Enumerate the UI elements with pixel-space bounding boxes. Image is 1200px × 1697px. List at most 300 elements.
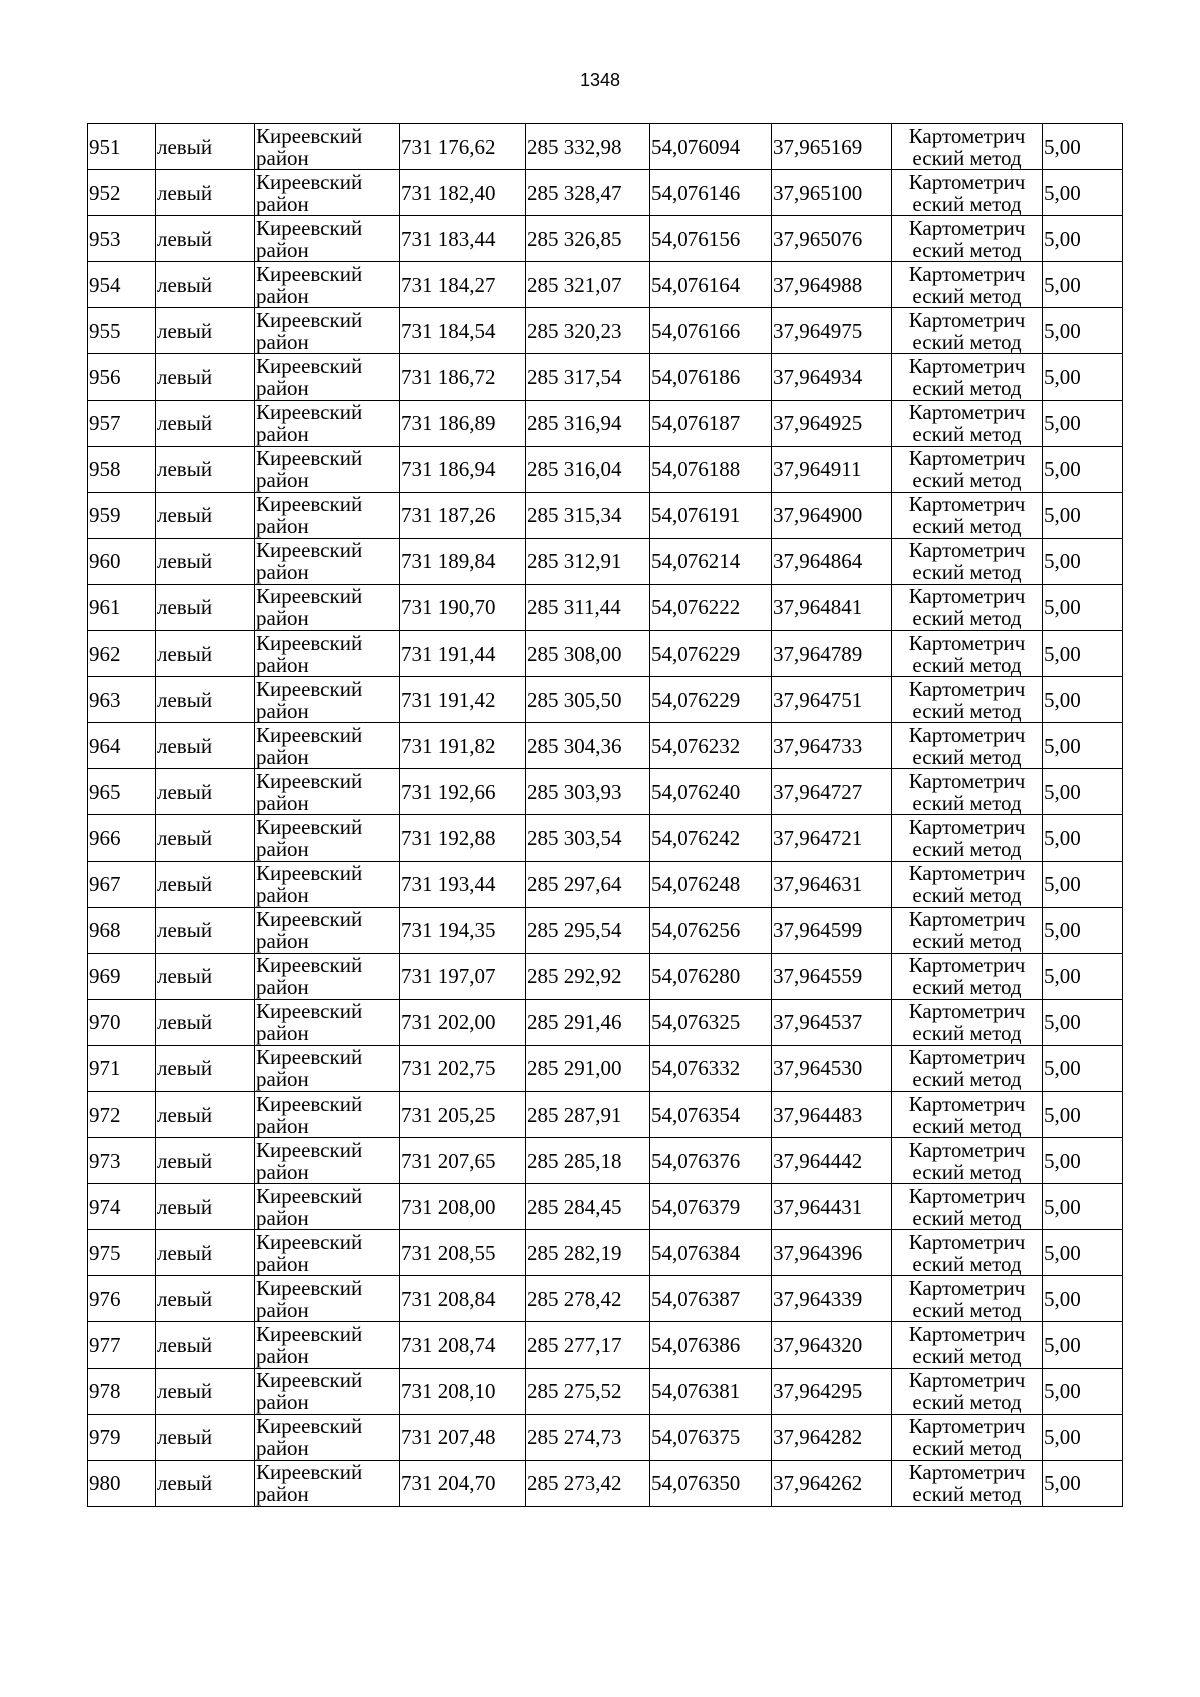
district-cell-line: Киреевский bbox=[256, 953, 363, 978]
district-cell-line: район bbox=[256, 883, 309, 908]
y-coordinate-cell: 285 316,04 bbox=[526, 446, 650, 492]
district-cell bbox=[255, 631, 400, 677]
method-cell-line: еский метод bbox=[912, 975, 1022, 1000]
point-number-cell: 961 bbox=[88, 584, 156, 630]
method-cell-line: Картометрич bbox=[908, 814, 1026, 839]
method-cell-line: еский метод bbox=[912, 468, 1022, 493]
accuracy-cell: 5,00 bbox=[1043, 631, 1123, 677]
x-coordinate-cell: 731 183,44 bbox=[400, 216, 526, 262]
latitude-cell: 54,076164 bbox=[650, 262, 772, 308]
table-row bbox=[88, 354, 1123, 400]
method-cell-line: еский метод bbox=[912, 422, 1022, 447]
method-cell-line: Картометрич bbox=[908, 630, 1026, 655]
point-number-cell: 953 bbox=[88, 216, 156, 262]
method-cell-line: еский метод bbox=[912, 929, 1022, 954]
longitude-cell: 37,965169 bbox=[772, 124, 892, 170]
table-row bbox=[88, 861, 1123, 907]
bank-side-cell: левый bbox=[156, 815, 255, 861]
table-row bbox=[88, 1368, 1123, 1414]
bank-side-cell: левый bbox=[156, 907, 255, 953]
x-coordinate-cell: 731 202,75 bbox=[400, 1045, 526, 1091]
latitude-cell: 54,076146 bbox=[650, 170, 772, 216]
district-cell-line: район bbox=[256, 376, 309, 401]
district-cell-line: Киреевский bbox=[256, 814, 363, 839]
point-number-cell: 980 bbox=[88, 1460, 156, 1506]
method-cell bbox=[892, 953, 1043, 999]
y-coordinate-cell: 285 287,91 bbox=[526, 1091, 650, 1137]
accuracy-cell: 5,00 bbox=[1043, 308, 1123, 354]
method-cell-line: еский метод bbox=[912, 1159, 1022, 1184]
district-cell bbox=[255, 1138, 400, 1184]
district-cell-line: район bbox=[256, 329, 309, 354]
district-cell bbox=[255, 861, 400, 907]
method-cell-line: Картометрич bbox=[908, 584, 1026, 609]
district-cell-line: Киреевский bbox=[256, 1045, 363, 1070]
method-cell bbox=[892, 170, 1043, 216]
district-cell bbox=[255, 584, 400, 630]
district-cell bbox=[255, 769, 400, 815]
method-cell bbox=[892, 1276, 1043, 1322]
longitude-cell: 37,964431 bbox=[772, 1184, 892, 1230]
district-cell-line: район bbox=[256, 237, 309, 262]
x-coordinate-cell: 731 193,44 bbox=[400, 861, 526, 907]
accuracy-cell: 5,00 bbox=[1043, 815, 1123, 861]
y-coordinate-cell: 285 326,85 bbox=[526, 216, 650, 262]
latitude-cell: 54,076280 bbox=[650, 953, 772, 999]
point-number-cell: 973 bbox=[88, 1138, 156, 1184]
method-cell-line: Картометрич bbox=[908, 1183, 1026, 1208]
district-cell-line: Киреевский bbox=[256, 1368, 363, 1393]
x-coordinate-cell: 731 182,40 bbox=[400, 170, 526, 216]
district-cell-line: район bbox=[256, 191, 309, 216]
district-cell-line: район bbox=[256, 468, 309, 493]
district-cell-line: район bbox=[256, 560, 309, 585]
table-row bbox=[88, 1045, 1123, 1091]
district-cell bbox=[255, 170, 400, 216]
method-cell-line: Картометрич bbox=[908, 354, 1026, 379]
point-number-cell: 974 bbox=[88, 1184, 156, 1230]
method-cell-line: еский метод bbox=[912, 514, 1022, 539]
y-coordinate-cell: 285 305,50 bbox=[526, 677, 650, 723]
method-cell bbox=[892, 584, 1043, 630]
method-cell-line: Картометрич bbox=[908, 722, 1026, 747]
table-row bbox=[88, 538, 1123, 584]
district-cell-line: район bbox=[256, 422, 309, 447]
longitude-cell: 37,964396 bbox=[772, 1230, 892, 1276]
table-body bbox=[88, 124, 1123, 1507]
y-coordinate-cell: 285 291,00 bbox=[526, 1045, 650, 1091]
method-cell-line: еский метод bbox=[912, 1390, 1022, 1415]
district-cell bbox=[255, 1230, 400, 1276]
district-cell bbox=[255, 1091, 400, 1137]
x-coordinate-cell: 731 192,66 bbox=[400, 769, 526, 815]
district-cell bbox=[255, 953, 400, 999]
method-cell-line: еский метод bbox=[912, 283, 1022, 308]
x-coordinate-cell: 731 197,07 bbox=[400, 953, 526, 999]
latitude-cell: 54,076248 bbox=[650, 861, 772, 907]
x-coordinate-cell: 731 202,00 bbox=[400, 999, 526, 1045]
bank-side-cell: левый bbox=[156, 1276, 255, 1322]
table-row bbox=[88, 815, 1123, 861]
longitude-cell: 37,964934 bbox=[772, 354, 892, 400]
latitude-cell: 54,076376 bbox=[650, 1138, 772, 1184]
method-cell bbox=[892, 216, 1043, 262]
bank-side-cell: левый bbox=[156, 1414, 255, 1460]
longitude-cell: 37,964721 bbox=[772, 815, 892, 861]
method-cell-line: Картометрич bbox=[908, 999, 1026, 1024]
district-cell-line: район bbox=[256, 1021, 309, 1046]
y-coordinate-cell: 285 311,44 bbox=[526, 584, 650, 630]
accuracy-cell: 5,00 bbox=[1043, 1460, 1123, 1506]
x-coordinate-cell: 731 191,44 bbox=[400, 631, 526, 677]
method-cell bbox=[892, 861, 1043, 907]
x-coordinate-cell: 731 191,42 bbox=[400, 677, 526, 723]
accuracy-cell: 5,00 bbox=[1043, 492, 1123, 538]
method-cell-line: еский метод bbox=[912, 145, 1022, 170]
latitude-cell: 54,076375 bbox=[650, 1414, 772, 1460]
latitude-cell: 54,076094 bbox=[650, 124, 772, 170]
method-cell bbox=[892, 538, 1043, 584]
method-cell-line: Картометрич bbox=[908, 400, 1026, 425]
accuracy-cell: 5,00 bbox=[1043, 999, 1123, 1045]
y-coordinate-cell: 285 295,54 bbox=[526, 907, 650, 953]
bank-side-cell: левый bbox=[156, 1368, 255, 1414]
y-coordinate-cell: 285 292,92 bbox=[526, 953, 650, 999]
x-coordinate-cell: 731 184,54 bbox=[400, 308, 526, 354]
district-cell-line: Киреевский bbox=[256, 215, 363, 240]
accuracy-cell: 5,00 bbox=[1043, 262, 1123, 308]
table-row bbox=[88, 769, 1123, 815]
method-cell-line: еский метод bbox=[912, 191, 1022, 216]
bank-side-cell: левый bbox=[156, 1322, 255, 1368]
accuracy-cell: 5,00 bbox=[1043, 1045, 1123, 1091]
method-cell bbox=[892, 1138, 1043, 1184]
district-cell-line: Киреевский bbox=[256, 1137, 363, 1162]
district-cell-line: Киреевский bbox=[256, 400, 363, 425]
method-cell-line: еский метод bbox=[912, 1021, 1022, 1046]
y-coordinate-cell: 285 278,42 bbox=[526, 1276, 650, 1322]
x-coordinate-cell: 731 187,26 bbox=[400, 492, 526, 538]
point-number-cell: 962 bbox=[88, 631, 156, 677]
bank-side-cell: левый bbox=[156, 1230, 255, 1276]
bank-side-cell: левый bbox=[156, 170, 255, 216]
y-coordinate-cell: 285 328,47 bbox=[526, 170, 650, 216]
method-cell-line: еский метод bbox=[912, 836, 1022, 861]
bank-side-cell: левый bbox=[156, 1460, 255, 1506]
point-number-cell: 958 bbox=[88, 446, 156, 492]
x-coordinate-cell: 731 194,35 bbox=[400, 907, 526, 953]
district-cell-line: Киреевский bbox=[256, 584, 363, 609]
method-cell bbox=[892, 354, 1043, 400]
latitude-cell: 54,076229 bbox=[650, 631, 772, 677]
method-cell bbox=[892, 124, 1043, 170]
accuracy-cell: 5,00 bbox=[1043, 400, 1123, 446]
y-coordinate-cell: 285 332,98 bbox=[526, 124, 650, 170]
method-cell bbox=[892, 769, 1043, 815]
method-cell-line: еский метод bbox=[912, 560, 1022, 585]
method-cell-line: Картометрич bbox=[908, 1091, 1026, 1116]
x-coordinate-cell: 731 189,84 bbox=[400, 538, 526, 584]
method-cell-line: Картометрич bbox=[908, 676, 1026, 701]
table-row bbox=[88, 216, 1123, 262]
longitude-cell: 37,964900 bbox=[772, 492, 892, 538]
table-row bbox=[88, 1322, 1123, 1368]
longitude-cell: 37,964599 bbox=[772, 907, 892, 953]
district-cell-line: район bbox=[256, 1251, 309, 1276]
longitude-cell: 37,964537 bbox=[772, 999, 892, 1045]
table-row bbox=[88, 584, 1123, 630]
method-cell-line: Картометрич bbox=[908, 492, 1026, 517]
district-cell bbox=[255, 1460, 400, 1506]
bank-side-cell: левый bbox=[156, 446, 255, 492]
district-cell-line: Киреевский bbox=[256, 1275, 363, 1300]
longitude-cell: 37,964295 bbox=[772, 1368, 892, 1414]
point-number-cell: 955 bbox=[88, 308, 156, 354]
latitude-cell: 54,076256 bbox=[650, 907, 772, 953]
accuracy-cell: 5,00 bbox=[1043, 1276, 1123, 1322]
bank-side-cell: левый bbox=[156, 677, 255, 723]
latitude-cell: 54,076232 bbox=[650, 723, 772, 769]
district-cell bbox=[255, 677, 400, 723]
point-number-cell: 964 bbox=[88, 723, 156, 769]
district-cell bbox=[255, 446, 400, 492]
accuracy-cell: 5,00 bbox=[1043, 584, 1123, 630]
district-cell bbox=[255, 1414, 400, 1460]
district-cell-line: Киреевский bbox=[256, 768, 363, 793]
bank-side-cell: левый bbox=[156, 769, 255, 815]
bank-side-cell: левый bbox=[156, 262, 255, 308]
coordinates-table bbox=[87, 123, 1123, 1507]
method-cell-line: Картометрич bbox=[908, 768, 1026, 793]
y-coordinate-cell: 285 275,52 bbox=[526, 1368, 650, 1414]
method-cell-line: Картометрич bbox=[908, 1414, 1026, 1439]
x-coordinate-cell: 731 186,72 bbox=[400, 354, 526, 400]
method-cell-line: Картометрич bbox=[908, 953, 1026, 978]
table-row bbox=[88, 1138, 1123, 1184]
method-cell-line: Картометрич bbox=[908, 123, 1026, 148]
accuracy-cell: 5,00 bbox=[1043, 1368, 1123, 1414]
bank-side-cell: левый bbox=[156, 124, 255, 170]
method-cell-line: Картометрич bbox=[908, 446, 1026, 471]
point-number-cell: 975 bbox=[88, 1230, 156, 1276]
method-cell bbox=[892, 999, 1043, 1045]
method-cell bbox=[892, 907, 1043, 953]
bank-side-cell: левый bbox=[156, 1091, 255, 1137]
method-cell bbox=[892, 815, 1043, 861]
latitude-cell: 54,076325 bbox=[650, 999, 772, 1045]
method-cell bbox=[892, 723, 1043, 769]
method-cell-line: Картометрич bbox=[908, 1045, 1026, 1070]
latitude-cell: 54,076381 bbox=[650, 1368, 772, 1414]
district-cell-line: Киреевский bbox=[256, 1321, 363, 1346]
y-coordinate-cell: 285 282,19 bbox=[526, 1230, 650, 1276]
table-row bbox=[88, 1414, 1123, 1460]
district-cell-line: район bbox=[256, 790, 309, 815]
longitude-cell: 37,964925 bbox=[772, 400, 892, 446]
point-number-cell: 960 bbox=[88, 538, 156, 584]
method-cell bbox=[892, 1230, 1043, 1276]
district-cell-line: Киреевский bbox=[256, 861, 363, 886]
method-cell-line: еский метод bbox=[912, 883, 1022, 908]
y-coordinate-cell: 285 273,42 bbox=[526, 1460, 650, 1506]
table-row bbox=[88, 170, 1123, 216]
district-cell bbox=[255, 262, 400, 308]
method-cell-line: Картометрич bbox=[908, 1137, 1026, 1162]
longitude-cell: 37,965076 bbox=[772, 216, 892, 262]
district-cell-line: район bbox=[256, 929, 309, 954]
method-cell-line: Картометрич bbox=[908, 1275, 1026, 1300]
x-coordinate-cell: 731 190,70 bbox=[400, 584, 526, 630]
method-cell-line: еский метод bbox=[912, 237, 1022, 262]
method-cell-line: еский метод bbox=[912, 652, 1022, 677]
district-cell-line: Киреевский bbox=[256, 630, 363, 655]
longitude-cell: 37,964975 bbox=[772, 308, 892, 354]
table-row bbox=[88, 1091, 1123, 1137]
method-cell bbox=[892, 677, 1043, 723]
district-cell-line: Киреевский bbox=[256, 1091, 363, 1116]
method-cell-line: Картометрич bbox=[908, 261, 1026, 286]
latitude-cell: 54,076242 bbox=[650, 815, 772, 861]
accuracy-cell: 5,00 bbox=[1043, 953, 1123, 999]
longitude-cell: 37,964727 bbox=[772, 769, 892, 815]
table-row bbox=[88, 1184, 1123, 1230]
longitude-cell: 37,964988 bbox=[772, 262, 892, 308]
longitude-cell: 37,964483 bbox=[772, 1091, 892, 1137]
district-cell-line: Киреевский bbox=[256, 261, 363, 286]
district-cell-line: Киреевский bbox=[256, 123, 363, 148]
district-cell-line: район bbox=[256, 1067, 309, 1092]
district-cell-line: Киреевский bbox=[256, 446, 363, 471]
method-cell bbox=[892, 1045, 1043, 1091]
point-number-cell: 972 bbox=[88, 1091, 156, 1137]
bank-side-cell: левый bbox=[156, 723, 255, 769]
longitude-cell: 37,964864 bbox=[772, 538, 892, 584]
y-coordinate-cell: 285 285,18 bbox=[526, 1138, 650, 1184]
point-number-cell: 951 bbox=[88, 124, 156, 170]
accuracy-cell: 5,00 bbox=[1043, 769, 1123, 815]
table-row bbox=[88, 907, 1123, 953]
point-number-cell: 979 bbox=[88, 1414, 156, 1460]
point-number-cell: 965 bbox=[88, 769, 156, 815]
bank-side-cell: левый bbox=[156, 354, 255, 400]
accuracy-cell: 5,00 bbox=[1043, 538, 1123, 584]
district-cell-line: район bbox=[256, 744, 309, 769]
bank-side-cell: левый bbox=[156, 584, 255, 630]
accuracy-cell: 5,00 bbox=[1043, 1091, 1123, 1137]
longitude-cell: 37,964320 bbox=[772, 1322, 892, 1368]
x-coordinate-cell: 731 208,74 bbox=[400, 1322, 526, 1368]
x-coordinate-cell: 731 204,70 bbox=[400, 1460, 526, 1506]
method-cell-line: еский метод bbox=[912, 698, 1022, 723]
point-number-cell: 963 bbox=[88, 677, 156, 723]
latitude-cell: 54,076354 bbox=[650, 1091, 772, 1137]
accuracy-cell: 5,00 bbox=[1043, 1138, 1123, 1184]
longitude-cell: 37,964733 bbox=[772, 723, 892, 769]
district-cell-line: район bbox=[256, 606, 309, 631]
method-cell-line: еский метод bbox=[912, 1297, 1022, 1322]
table-row bbox=[88, 492, 1123, 538]
method-cell-line: еский метод bbox=[912, 1343, 1022, 1368]
longitude-cell: 37,964631 bbox=[772, 861, 892, 907]
district-cell-line: район bbox=[256, 1390, 309, 1415]
method-cell-line: Картометрич bbox=[908, 1229, 1026, 1254]
y-coordinate-cell: 285 308,00 bbox=[526, 631, 650, 677]
point-number-cell: 952 bbox=[88, 170, 156, 216]
x-coordinate-cell: 731 207,48 bbox=[400, 1414, 526, 1460]
district-cell-line: Киреевский bbox=[256, 722, 363, 747]
district-cell bbox=[255, 400, 400, 446]
accuracy-cell: 5,00 bbox=[1043, 907, 1123, 953]
method-cell-line: Картометрич bbox=[908, 215, 1026, 240]
x-coordinate-cell: 731 191,82 bbox=[400, 723, 526, 769]
y-coordinate-cell: 285 312,91 bbox=[526, 538, 650, 584]
latitude-cell: 54,076384 bbox=[650, 1230, 772, 1276]
bank-side-cell: левый bbox=[156, 1138, 255, 1184]
x-coordinate-cell: 731 186,94 bbox=[400, 446, 526, 492]
x-coordinate-cell: 731 207,65 bbox=[400, 1138, 526, 1184]
latitude-cell: 54,076240 bbox=[650, 769, 772, 815]
y-coordinate-cell: 285 316,94 bbox=[526, 400, 650, 446]
latitude-cell: 54,076214 bbox=[650, 538, 772, 584]
x-coordinate-cell: 731 176,62 bbox=[400, 124, 526, 170]
table-row bbox=[88, 999, 1123, 1045]
district-cell-line: район bbox=[256, 1482, 309, 1507]
bank-side-cell: левый bbox=[156, 216, 255, 262]
bank-side-cell: левый bbox=[156, 400, 255, 446]
district-cell-line: Киреевский bbox=[256, 676, 363, 701]
bank-side-cell: левый bbox=[156, 308, 255, 354]
district-cell-line: Киреевский bbox=[256, 999, 363, 1024]
district-cell-line: район bbox=[256, 1205, 309, 1230]
district-cell-line: район bbox=[256, 1297, 309, 1322]
x-coordinate-cell: 731 208,55 bbox=[400, 1230, 526, 1276]
y-coordinate-cell: 285 277,17 bbox=[526, 1322, 650, 1368]
method-cell-line: Картометрич bbox=[908, 861, 1026, 886]
district-cell bbox=[255, 1184, 400, 1230]
longitude-cell: 37,964262 bbox=[772, 1460, 892, 1506]
district-cell bbox=[255, 216, 400, 262]
longitude-cell: 37,964530 bbox=[772, 1045, 892, 1091]
district-cell-line: Киреевский bbox=[256, 492, 363, 517]
method-cell-line: еский метод bbox=[912, 790, 1022, 815]
district-cell-line: район bbox=[256, 836, 309, 861]
latitude-cell: 54,076332 bbox=[650, 1045, 772, 1091]
longitude-cell: 37,964841 bbox=[772, 584, 892, 630]
bank-side-cell: левый bbox=[156, 953, 255, 999]
x-coordinate-cell: 731 186,89 bbox=[400, 400, 526, 446]
district-cell bbox=[255, 1322, 400, 1368]
x-coordinate-cell: 731 184,27 bbox=[400, 262, 526, 308]
table-row bbox=[88, 446, 1123, 492]
table-row bbox=[88, 124, 1123, 170]
method-cell-line: еский метод bbox=[912, 1205, 1022, 1230]
accuracy-cell: 5,00 bbox=[1043, 723, 1123, 769]
table-row bbox=[88, 723, 1123, 769]
method-cell bbox=[892, 400, 1043, 446]
method-cell-line: Картометрич bbox=[908, 1460, 1026, 1485]
district-cell-line: район bbox=[256, 652, 309, 677]
point-number-cell: 976 bbox=[88, 1276, 156, 1322]
point-number-cell: 966 bbox=[88, 815, 156, 861]
district-cell-line: Киреевский bbox=[256, 1414, 363, 1439]
district-cell bbox=[255, 1368, 400, 1414]
method-cell-line: Картометрич bbox=[908, 907, 1026, 932]
point-number-cell: 970 bbox=[88, 999, 156, 1045]
method-cell-line: еский метод bbox=[912, 1067, 1022, 1092]
x-coordinate-cell: 731 208,00 bbox=[400, 1184, 526, 1230]
method-cell bbox=[892, 1091, 1043, 1137]
y-coordinate-cell: 285 291,46 bbox=[526, 999, 650, 1045]
